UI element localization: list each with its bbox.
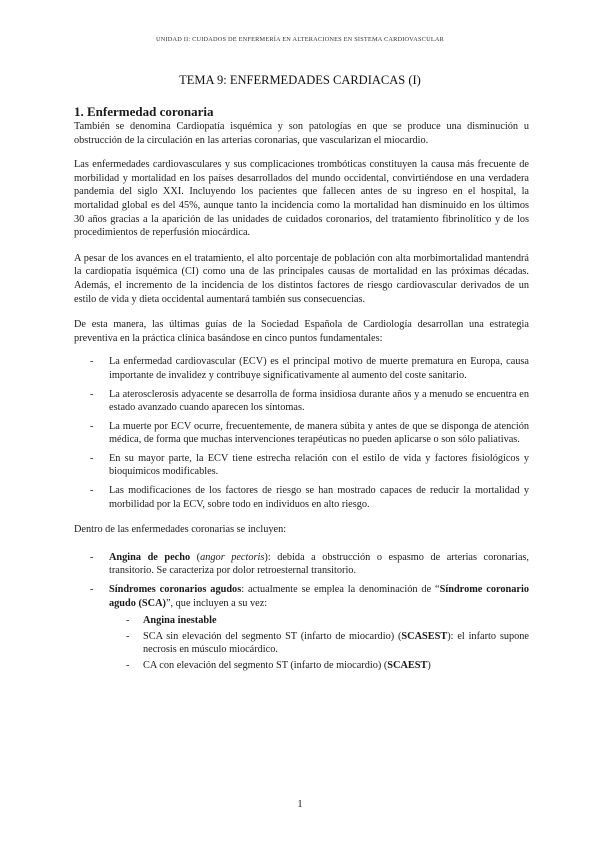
coronary-diseases-list [74,551,529,673]
running-header: UNIDAD II: CUIDADOS DE ENFERMERÍA EN ALTERACIONES EN SISTEMA CARDIOVASCULAR [155,36,445,43]
unstable-angina-term: Angina inestable [143,615,217,627]
paragraph-definition: También se denomina Cardiopatía isquémica y son patologías en que se produce una disminución u obstrucción de la circulación en las arterias coronarias, que vascularizan el miocardio. [74,121,529,146]
angina-latin-term: angor pectoris [200,551,265,563]
list-item-sca [74,583,529,673]
list-item-scasest [109,630,529,657]
angina-description: : debida a obstrucción o espasmo de arterias coronarias, transitorio. Se caracteriza por dolor retroesternal transitorio. [109,551,529,577]
angina-term: Angina de pecho [109,551,191,563]
scaest-text: CA con elevación del segmento ST (infarto de miocardio) ( [143,660,388,671]
page-number: 1 [297,798,303,810]
list-item: - La enfermedad cardiovascular (ECV) es el principal motivo de muerte prematura en Europa, causa importante de invalidez y contribuye significativamente al aumento del coste sanitario. [74,355,529,382]
list-item: - La muerte por ECV ocurre, frecuentemente, de manera súbita y antes de que se disponga de atención médica, de forma que muchas intervenciones terapéuticas no pueden aplicarse o son sólo paliativas. [74,420,529,447]
list-item: - En su mayor parte, la ECV tiene estrecha relación con el estilo de vida y factores fisiológicos y bioquímicos modificables. [74,452,529,479]
sca-description: : actualmente se emplea la denominación de “ [241,584,440,596]
prevention-points-list [74,355,529,511]
paragraph-prevention-strategy: De esta manera, las últimas guías de la Sociedad Española de Cardiología desarrollan una estrategia preventiva en la práctica clínica basándose en cinco puntos fundamentales: [74,319,529,344]
scaest-abbr: SCAEST [387,660,428,671]
sca-description-2: ”, que incluyen a su vez: [165,597,268,609]
list-item-scaest [109,659,529,673]
list-item-unstable-angina [109,614,529,628]
list-item-angina [74,551,529,578]
paragraph-diseases-intro: Dentro de las enfermedades coronarias se incluyen: [74,524,287,536]
list-item: - La aterosclerosis adyacente se desarrolla de forma insidiosa durante años y a menudo se encuentra en estado avanzado cuando aparecen los síntomas. [74,388,529,415]
sca-term: Síndromes coronarios agudos [109,584,242,596]
sca-subtypes-list [74,614,529,672]
scaest-close: ) [427,660,431,671]
angina-close-paren: ) [264,551,268,563]
angina-open-paren: ( [190,551,201,563]
section-heading: 1. Enfermedad coronaria [74,104,214,119]
list-item: - Las modificaciones de los factores de riesgo se han mostrado capaces de reducir la mortalidad y morbilidad por la ECV, sobre todo en individuos en alto riesgo. [74,484,529,511]
scasest-abbr: SCASEST [401,630,448,642]
sca-term-2: Síndrome coronario agudo (SCA) [109,584,529,609]
paragraph-treatment-outlook: A pesar de los avances en el tratamiento, el alto porcentaje de población con alta morbimortalidad mantendrá la cardiopatía isquémica (CI) como una de las principales causas de mortalidad en las próximas décadas. Además, el incremento de la incidencia de los distintos factores de riesgo cardiovascular derivados de un estilo de vida y dieta occidental aumentará también sus consecuencias. [74,252,529,305]
paragraph-epidemiology: Las enfermedades cardiovasculares y sus complicaciones trombóticas constituyen la causa más frecuente de morbilidad y mortalidad en los países desarrollados del mundo occidental, convirtiéndose en una verdadera pandemia del siglo XXI. Incluyendo los pacientes que fallecen antes de su ingreso en el hospital, la mortalidad global es del 45%, aunque tanto la incidencia como la mortalidad han disminuido en los últimos 30 años gracias a la aparición de las unidades de cuidados coronarios, del tratamiento fibrinolítico y de los procedimientos de reperfusión miocárdica. [74,159,529,239]
scasest-text-2: ): el infarto supone necrosis en músculo miocárdico. [143,630,530,656]
document-title: TEMA 9: ENFERMEDADES CARDIACAS (I) [179,73,421,87]
scasest-text: SCA sin elevación del segmento ST (infarto de miocardio) ( [143,630,402,642]
document-body [74,104,529,685]
